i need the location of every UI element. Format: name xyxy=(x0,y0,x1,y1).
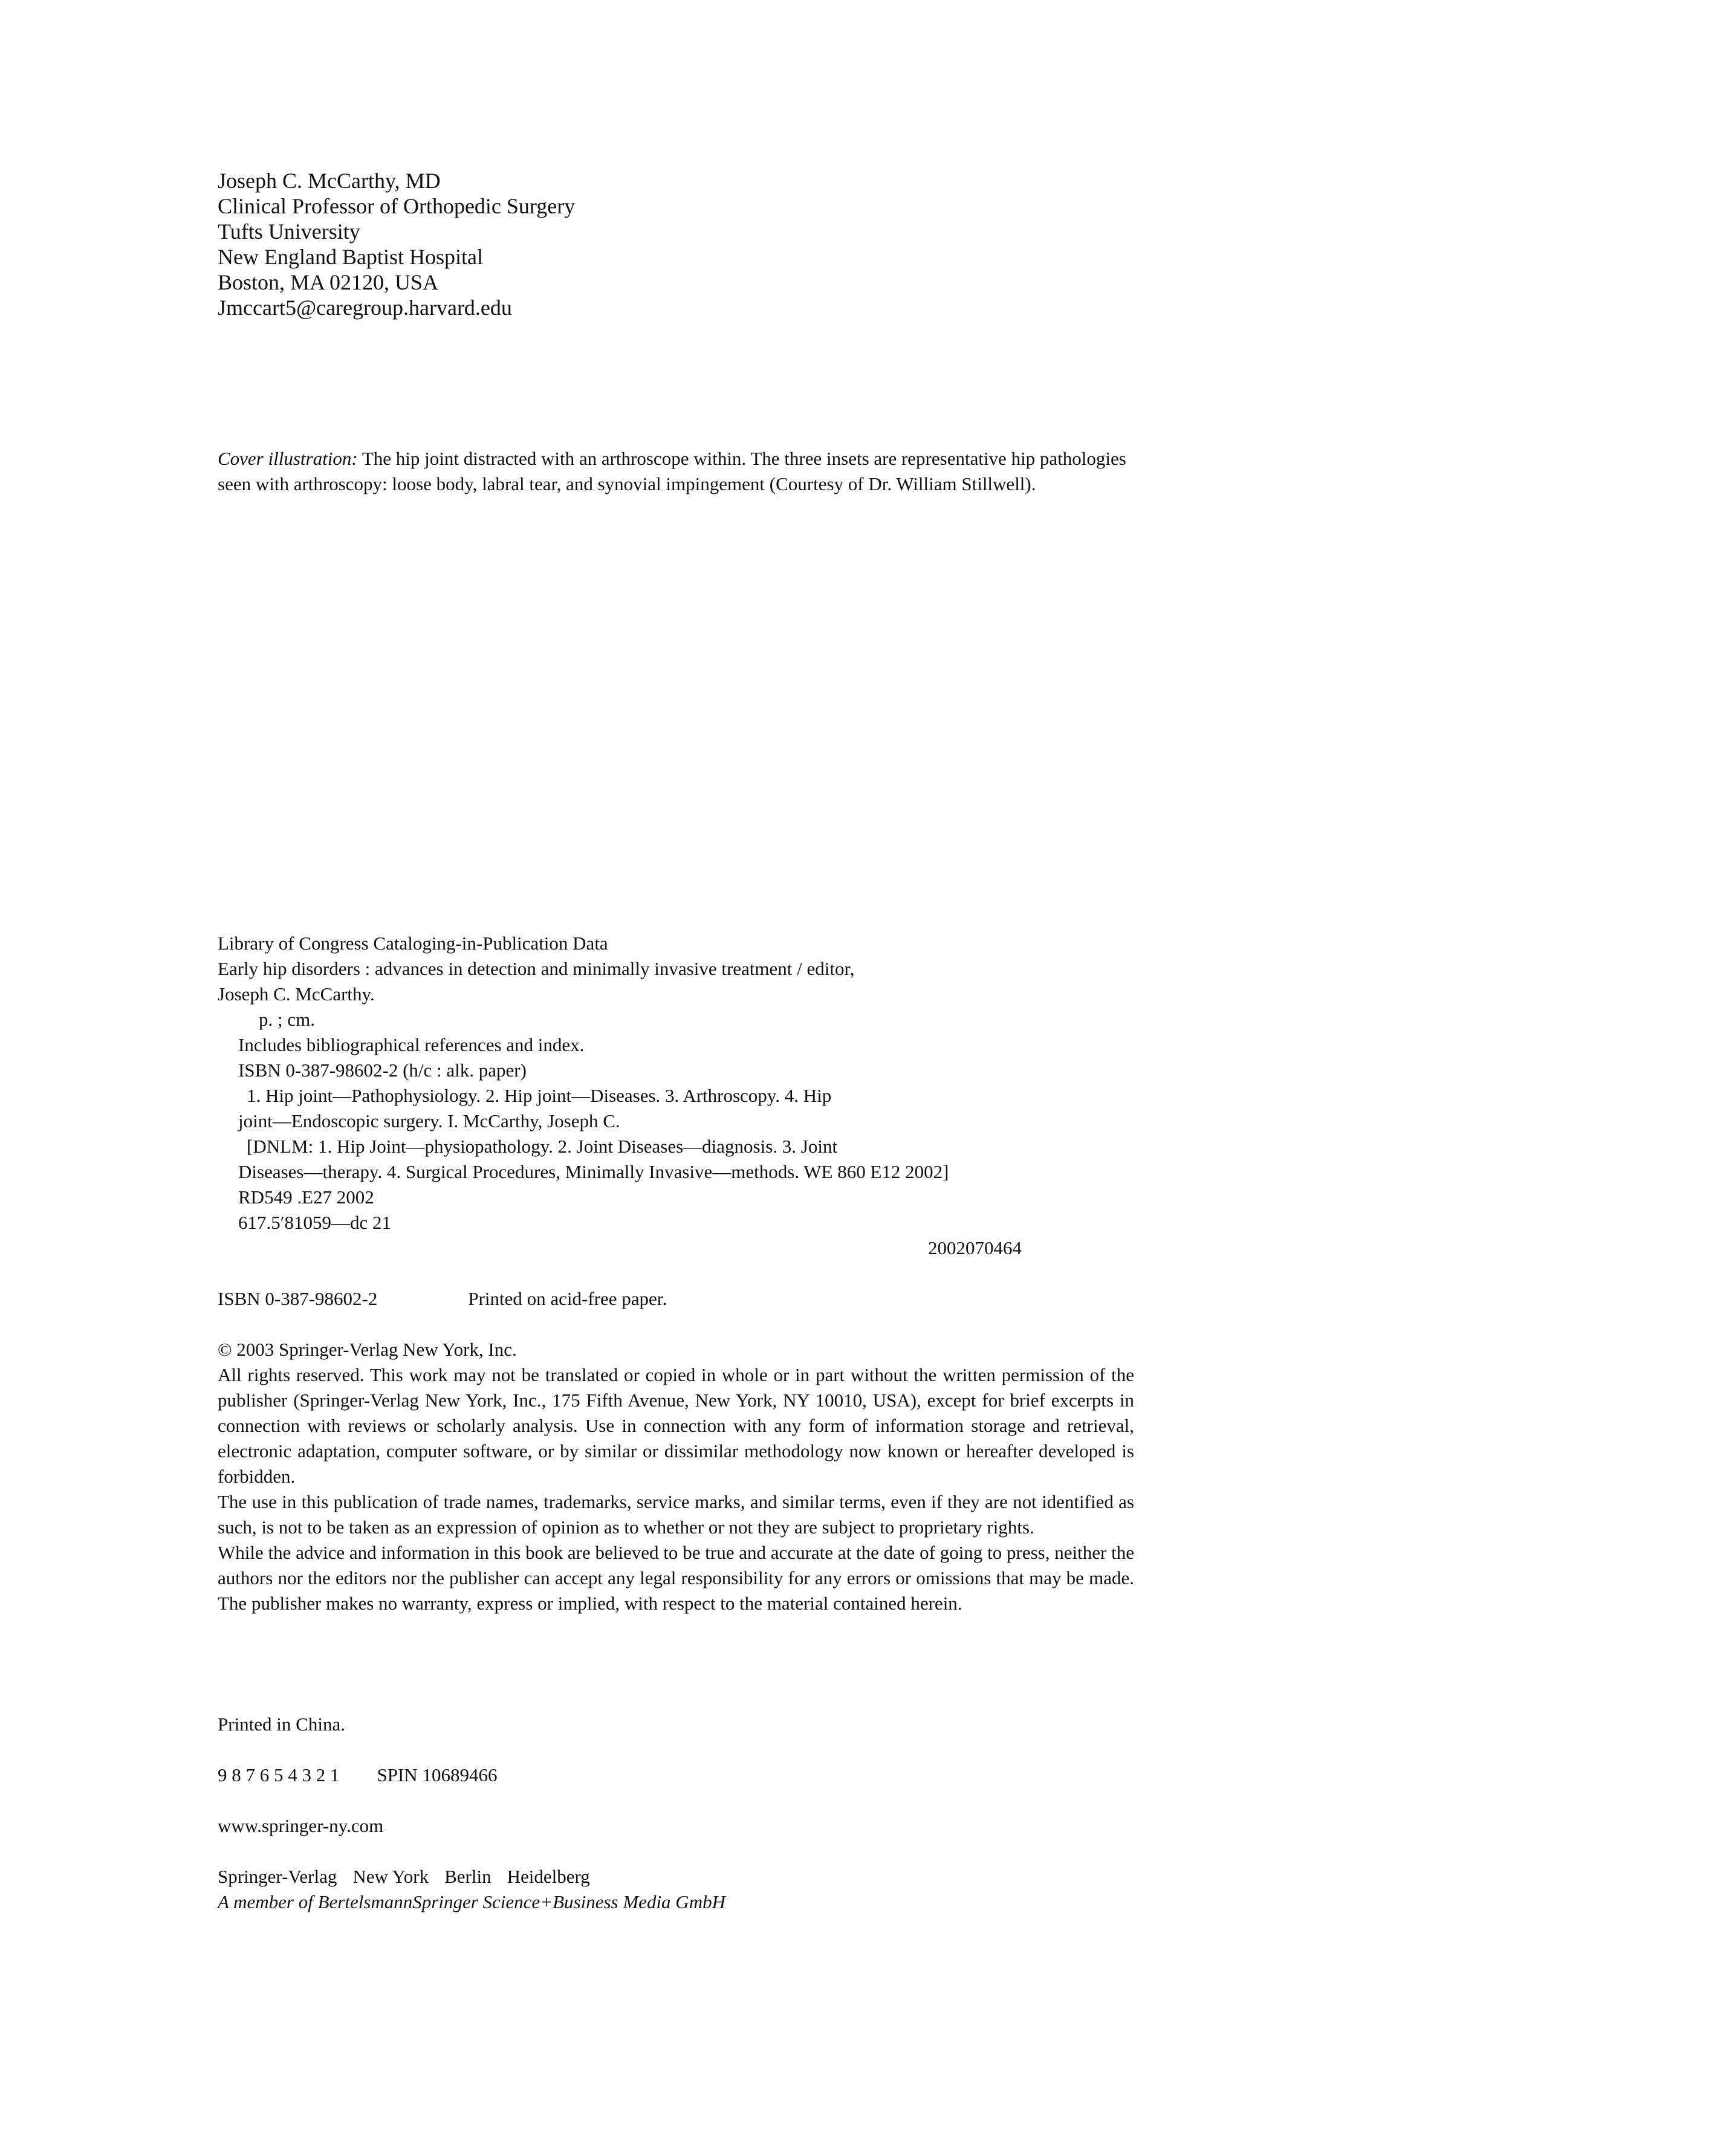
rights-paragraph-2: The use in this publication of trade names, trademarks, service marks, and similar terms, even if they are not identified as such, is not to be taken as an expression of opinion as to whether or not they are subject to proprietary rights. xyxy=(218,1491,1134,1538)
publisher-website: www.springer-ny.com xyxy=(218,1815,384,1836)
cip-dewey: 617.5′81059—dc 21 xyxy=(238,1212,392,1233)
spin-number: SPIN 10689466 xyxy=(377,1764,498,1785)
author-title: Clinical Professor of Orthopedic Surgery xyxy=(218,194,576,218)
author-email: Jmccart5@caregroup.harvard.edu xyxy=(218,296,512,320)
cataloging-data xyxy=(218,931,1076,1261)
cip-heading: Library of Congress Cataloging-in-Publication Data xyxy=(218,933,608,954)
publisher-name: Springer-Verlag xyxy=(218,1866,337,1887)
publisher-city-new-york: New York xyxy=(352,1866,429,1887)
author-city: Boston, MA 02120, USA xyxy=(218,270,439,294)
cip-isbn: ISBN 0-387-98602-2 (h/c : alk. paper) xyxy=(238,1060,527,1081)
author-name: Joseph C. McCarthy, MD xyxy=(218,169,441,193)
copyright-line: © 2003 Springer-Verlag New York, Inc. xyxy=(218,1339,517,1360)
cip-title-line2: Joseph C. McCarthy. xyxy=(218,983,375,1005)
rights-paragraph-1: All rights reserved. This work may not be translated or copied in whole or in part without the written permission of the publisher (Springer-Verlag New York, Inc., 175 Fifth Avenue, New York, NY 10010, USA), except for brief excerpts in connection with reviews or scholarly analysis. Use in connection with any form of information storage and retrieval, electronic adaptation, computer software, or by similar or dissimilar methodology now known or hereafter developed is forbidden. xyxy=(218,1364,1134,1487)
author-address-block xyxy=(218,168,575,320)
author-hospital: New England Baptist Hospital xyxy=(218,245,483,269)
publisher-member-line: A member of BertelsmannSpringer Science+Business Media GmbH xyxy=(218,1891,725,1912)
cover-illustration-caption xyxy=(218,446,1137,497)
publisher-cities xyxy=(218,1864,725,1889)
isbn-row xyxy=(218,1286,667,1312)
isbn-number: ISBN 0-387-98602-2 xyxy=(218,1288,378,1309)
author-university: Tufts University xyxy=(218,219,360,244)
acid-free-note: Printed on acid-free paper. xyxy=(468,1288,667,1309)
cip-pages: p. ; cm. xyxy=(259,1009,315,1030)
publisher-city-berlin: Berlin xyxy=(444,1866,492,1887)
cover-label: Cover illustration: xyxy=(218,448,358,469)
cip-includes: Includes bibliographical references and index. xyxy=(238,1034,585,1055)
printing-numbers: 9 8 7 6 5 4 3 2 1 xyxy=(218,1764,340,1785)
rights-notice xyxy=(218,1337,1134,1616)
cip-dnlm-line1: [DNLM: 1. Hip Joint—physiopathology. 2. Joint Diseases—diagnosis. 3. Joint xyxy=(247,1136,838,1157)
cip-lc-class: RD549 .E27 2002 xyxy=(238,1186,374,1208)
cip-dnlm-line2: Diseases—therapy. 4. Surgical Procedures, Minimally Invasive—methods. WE 860 E12 2002] xyxy=(238,1161,949,1182)
rights-paragraph-3: While the advice and information in this book are believed to be true and accurate at the date of going to press, neither the authors nor the editors nor the publisher can accept any legal responsibility for any errors or omissions that may be made. The publisher makes no warranty, express or implied, with respect to the material contained herein. xyxy=(218,1542,1134,1614)
print-line xyxy=(218,1763,497,1788)
cip-subjects-line1: 1. Hip joint—Pathophysiology. 2. Hip joint—Diseases. 3. Arthroscopy. 4. Hip xyxy=(247,1085,832,1106)
cip-lccn: 2002070464 xyxy=(928,1237,1022,1258)
cover-text: The hip joint distracted with an arthroscope within. The three insets are representative hip pathologies seen with arthroscopy: loose body, labral tear, and synovial impingement (Courtesy of Dr. William Stillwell). xyxy=(218,448,1126,494)
publisher-block xyxy=(218,1864,725,1915)
cip-subjects-line2: joint—Endoscopic surgery. I. McCarthy, Joseph C. xyxy=(238,1110,620,1131)
cip-title-line1: Early hip disorders : advances in detection and minimally invasive treatment / editor, xyxy=(218,958,855,979)
printed-in: Printed in China. xyxy=(218,1714,345,1735)
publisher-city-heidelberg: Heidelberg xyxy=(507,1866,590,1887)
